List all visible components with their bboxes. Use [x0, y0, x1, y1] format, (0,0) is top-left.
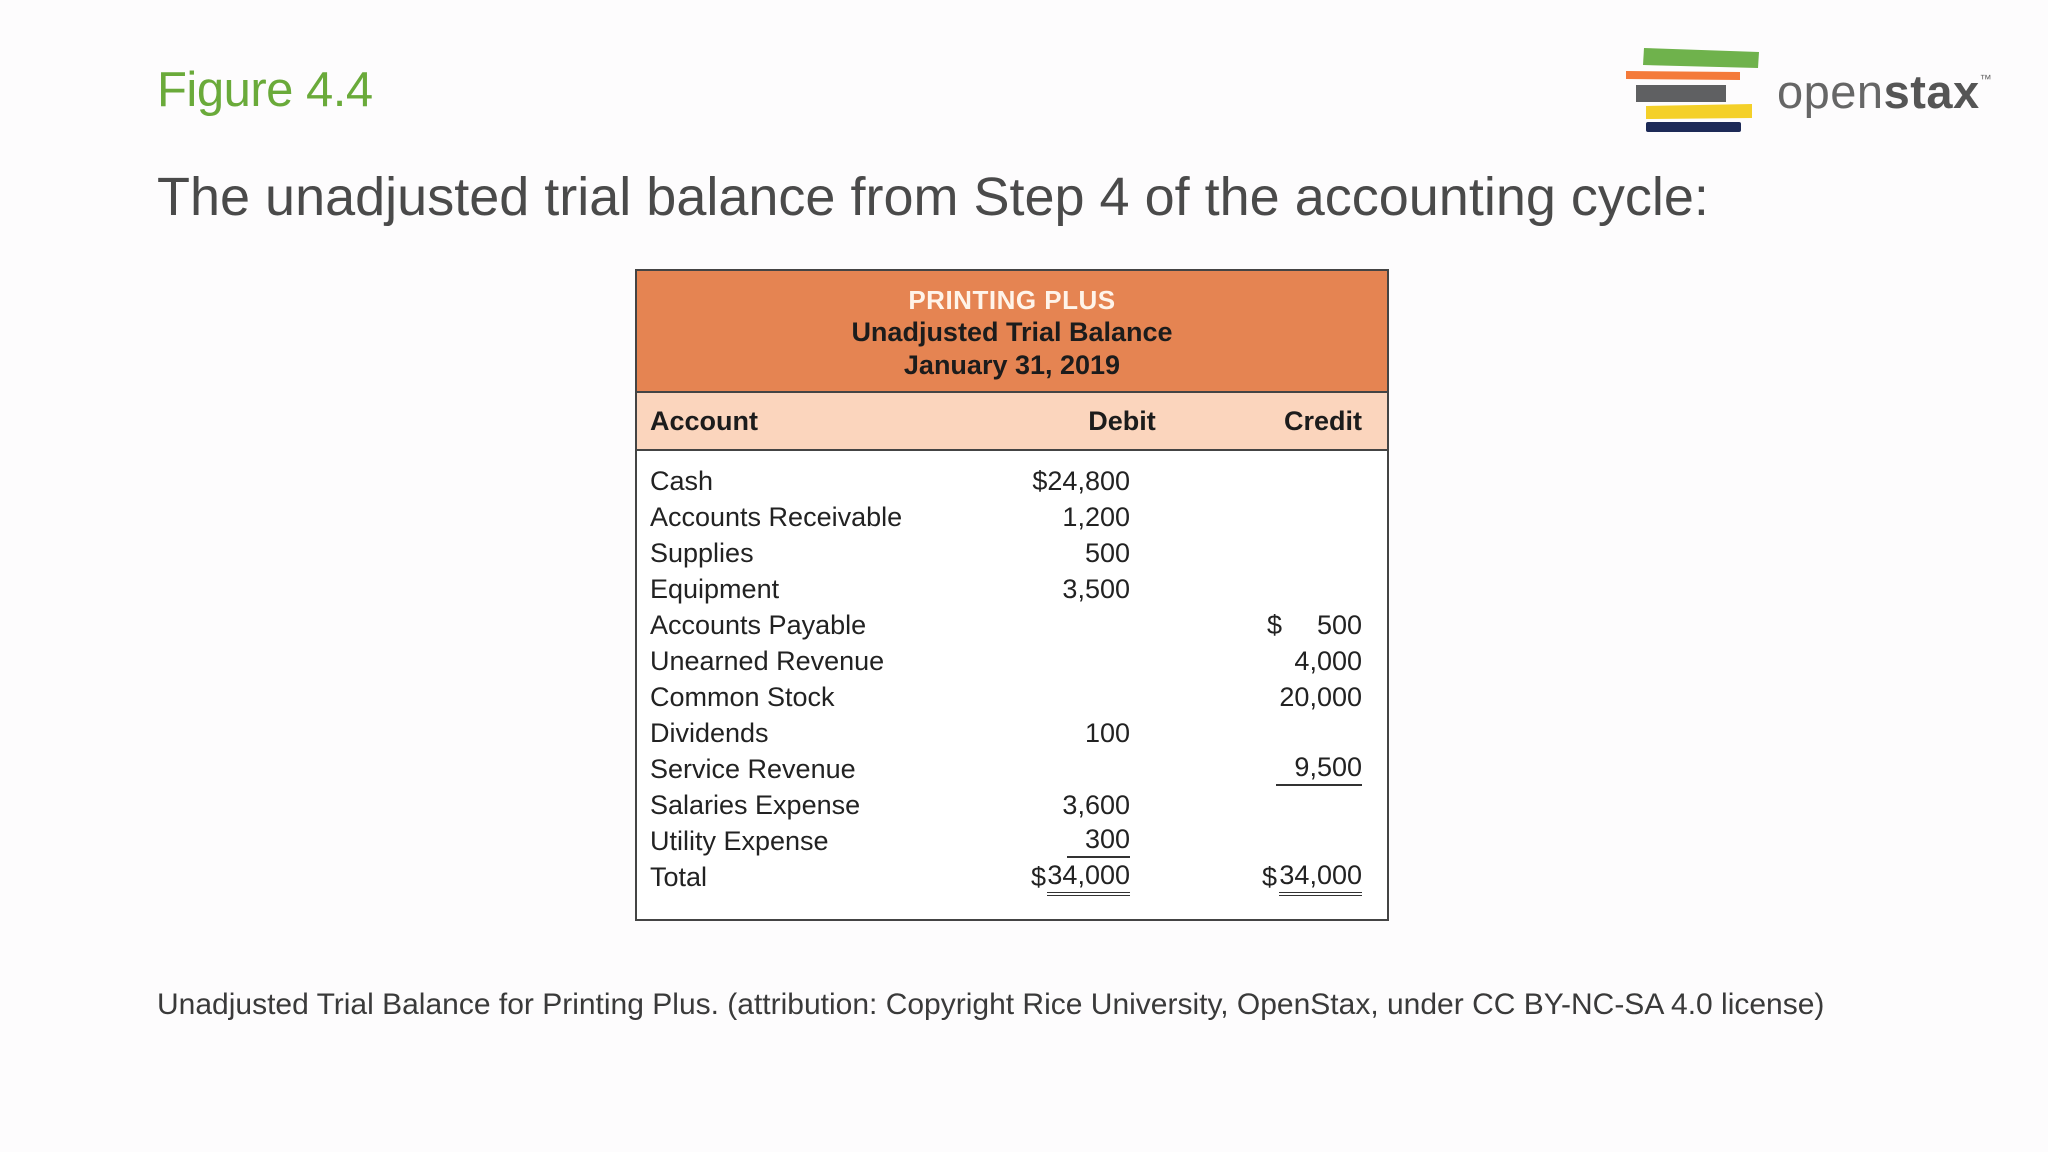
column-header-debit: Debit: [1088, 406, 1156, 436]
account-name: Unearned Revenue: [650, 646, 885, 676]
debit-amount: 1,200: [1062, 502, 1130, 532]
openstax-wordmark: openstax™: [1777, 65, 1993, 118]
slide-title: The unadjusted trial balance from Step 4 of the accounting cycle:: [157, 167, 1709, 227]
debit-total: 34,000: [1047, 859, 1130, 896]
trial-balance-header: [637, 271, 1387, 393]
table-row: [637, 571, 1387, 607]
figure-caption: Unadjusted Trial Balance for Printing Plus. (attribution: Copyright Rice University, OpenStax, under CC BY-NC-SA 4.0 license): [157, 988, 1825, 1021]
table-row: [637, 463, 1387, 499]
debit-amount: 100: [1084, 718, 1130, 748]
debit-amount: 3,600: [1062, 790, 1130, 820]
account-name: Total: [650, 862, 708, 892]
account-name: Common Stock: [650, 682, 835, 712]
credit-amount: 9,500: [1276, 751, 1362, 786]
table-row: [637, 679, 1387, 715]
table-row: [637, 715, 1387, 751]
credit-dollar-sign: $: [1266, 610, 1282, 640]
account-name: Equipment: [650, 574, 780, 604]
debit-amount: 500: [1084, 538, 1130, 568]
account-name: Utility Expense: [650, 826, 829, 856]
figure-label: Figure 4.4: [157, 63, 373, 117]
trial-balance-table: [635, 269, 1389, 921]
table-row-total: [637, 859, 1387, 895]
trial-balance-body: [637, 451, 1387, 895]
credit-amount: 20,000: [1279, 682, 1362, 712]
debit-amount: $24,800: [1032, 466, 1130, 496]
table-row: [637, 607, 1387, 643]
account-name: Salaries Expense: [650, 790, 861, 820]
column-header-account: Account: [650, 406, 758, 436]
table-row: [637, 823, 1387, 859]
table-row: [637, 751, 1387, 787]
company-name: PRINTING PLUS: [908, 285, 1116, 315]
credit-amount: 4,000: [1294, 646, 1362, 676]
credit-amount: 500: [1316, 610, 1362, 640]
column-headers: [637, 393, 1387, 451]
column-header-credit: Credit: [1283, 406, 1362, 436]
table-row: [637, 535, 1387, 571]
debit-dollar-sign: $: [1030, 862, 1046, 892]
account-name: Accounts Receivable: [650, 502, 903, 532]
credit-total: 34,000: [1279, 859, 1362, 896]
table-row: [637, 643, 1387, 679]
debit-amount: 300: [1067, 823, 1130, 858]
account-name: Accounts Payable: [650, 610, 867, 640]
account-name: Cash: [650, 466, 714, 496]
statement-date: January 31, 2019: [903, 350, 1121, 380]
account-name: Dividends: [650, 718, 769, 748]
table-row: [637, 499, 1387, 535]
credit-dollar-sign: $: [1261, 862, 1277, 892]
statement-title: Unadjusted Trial Balance: [851, 317, 1173, 347]
openstax-books-icon: [1622, 44, 1762, 138]
table-row: [637, 787, 1387, 823]
account-name: Supplies: [650, 538, 754, 568]
openstax-logo: [1622, 44, 2002, 138]
debit-amount: 3,500: [1062, 574, 1130, 604]
account-name: Service Revenue: [650, 754, 856, 784]
